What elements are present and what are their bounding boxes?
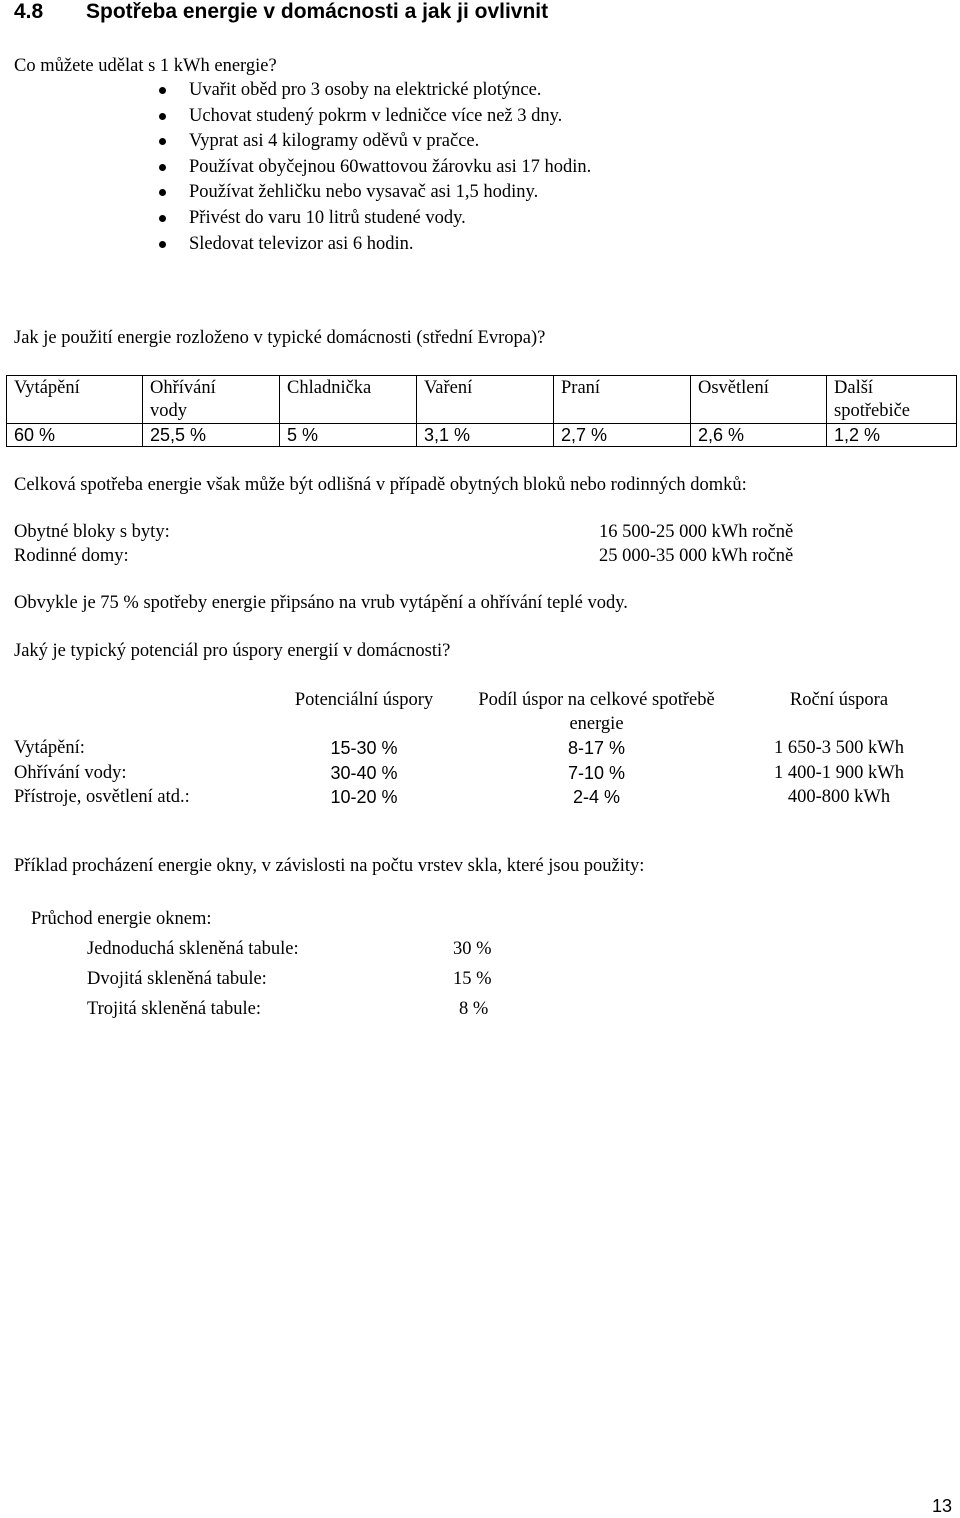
- window-label: Trojitá skleněná tabule:: [87, 999, 262, 1019]
- list-item: Uchovat studený pokrm v ledničce více než 3 dny.: [0, 104, 591, 130]
- window-label: Jednoduchá skleněná tabule:: [87, 939, 299, 959]
- energy-distribution-table: [6, 375, 957, 447]
- consumption-value: 25 000-35 000 kWh ročně: [599, 546, 794, 566]
- value-cell: 3,1 %: [417, 424, 554, 447]
- potential-cell: 15-30 %: [330, 738, 398, 758]
- share-cell: 7-10 %: [567, 762, 626, 783]
- bullet-icon: [159, 215, 166, 222]
- header-cell: [14, 688, 269, 736]
- annual-cell: 400-800 kWh: [787, 787, 891, 807]
- header-cell: Potenciální úspory: [294, 690, 434, 710]
- window-section-title: Průchod energie oknem:: [31, 909, 212, 929]
- bullet-icon: [159, 241, 166, 248]
- bullet-icon: [159, 164, 166, 171]
- annual-cell: 1 400-1 900 kWh: [774, 762, 904, 783]
- header-cell: Podíl úspor na celkové spotřebě energie: [478, 690, 715, 734]
- intro-question: Co můžete udělat s 1 kWh energie?: [14, 56, 277, 76]
- value-cell: 60 %: [7, 424, 143, 447]
- list-item: Používat žehličku nebo vysavač asi 1,5 hodiny.: [0, 180, 591, 206]
- bullet-icon: [159, 189, 166, 196]
- window-example-text: Příklad procházení energie okny, v závislosti na počtu vrstev skla, které jsou použity:: [14, 856, 645, 876]
- list-item: Přivést do varu 10 litrů studené vody.: [0, 206, 591, 232]
- section-heading: [14, 0, 548, 24]
- share-cell: 8-17 %: [567, 738, 626, 758]
- total-consumption-note: Celková spotřeba energie však může být odlišná v případě obytných bloků nebo rodinných domků:: [14, 475, 747, 495]
- potential-cell: 10-20 %: [330, 787, 398, 807]
- window-value: 30 %: [453, 939, 492, 959]
- window-label: Dvojitá skleněná tabule:: [87, 969, 267, 989]
- header-cell: Vaření: [417, 376, 554, 424]
- table-header-row: [7, 376, 957, 424]
- list-item: Vyprat asi 4 kilogramy oděvů v pračce.: [0, 129, 591, 155]
- header-cell: Další spotřebiče: [827, 376, 957, 424]
- section-title: Spotřeba energie v domácnosti a jak ji ovlivnit: [86, 0, 549, 23]
- section-number: 4.8: [14, 0, 44, 23]
- share-cell: 2-4 %: [572, 787, 621, 807]
- kwh-uses-list: [0, 78, 591, 257]
- bullet-icon: [159, 138, 166, 145]
- value-cell: 2,6 %: [691, 424, 827, 447]
- table-row: [14, 736, 944, 761]
- value-cell: 5 %: [280, 424, 417, 447]
- annual-cell: 1 650-3 500 kWh: [774, 738, 904, 758]
- value-cell: 25,5 %: [143, 424, 280, 447]
- consumption-label: Obytné bloky s byty:: [14, 522, 170, 542]
- header-cell: Ohřívání vody: [143, 376, 280, 424]
- header-cell: Roční úspora: [789, 690, 889, 710]
- savings-table: [14, 688, 944, 810]
- row-label: Vytápění:: [14, 738, 85, 758]
- header-cell: Chladnička: [280, 376, 417, 424]
- potential-cell: 30-40 %: [330, 762, 398, 783]
- potential-question: Jaký je typický potenciál pro úspory energií v domácnosti?: [14, 641, 451, 661]
- list-item: Uvařit oběd pro 3 osoby na elektrické plotýnce.: [0, 78, 591, 104]
- bullet-icon: [159, 113, 166, 120]
- value-cell: 2,7 %: [554, 424, 691, 447]
- list-item: Používat obyčejnou 60wattovou žárovku asi 17 hodin.: [0, 155, 591, 181]
- table-row: [14, 761, 944, 786]
- page-number: 13: [931, 1496, 952, 1516]
- window-value: 15 %: [453, 969, 492, 989]
- table-header-row: [14, 688, 944, 736]
- table-row: [7, 424, 957, 447]
- header-cell: Osvětlení: [691, 376, 827, 424]
- distribution-question: Jak je použití energie rozloženo v typické domácnosti (střední Evropa)?: [14, 328, 546, 348]
- consumption-label: Rodinné domy:: [14, 546, 129, 566]
- row-label: Přístroje, osvětlení atd.:: [14, 787, 190, 807]
- window-value: 8 %: [459, 999, 489, 1019]
- consumption-value: 16 500-25 000 kWh ročně: [599, 522, 794, 542]
- row-label: Ohřívání vody:: [14, 762, 127, 783]
- header-cell: Vytápění: [7, 376, 143, 424]
- list-item: Sledovat televizor asi 6 hodin.: [0, 232, 591, 258]
- value-cell: 1,2 %: [827, 424, 957, 447]
- bullet-icon: [159, 87, 166, 94]
- usual-share-note: Obvykle je 75 % spotřeby energie připsáno na vrub vytápění a ohřívání teplé vody.: [14, 593, 628, 613]
- table-row: [14, 785, 944, 810]
- header-cell: Praní: [554, 376, 691, 424]
